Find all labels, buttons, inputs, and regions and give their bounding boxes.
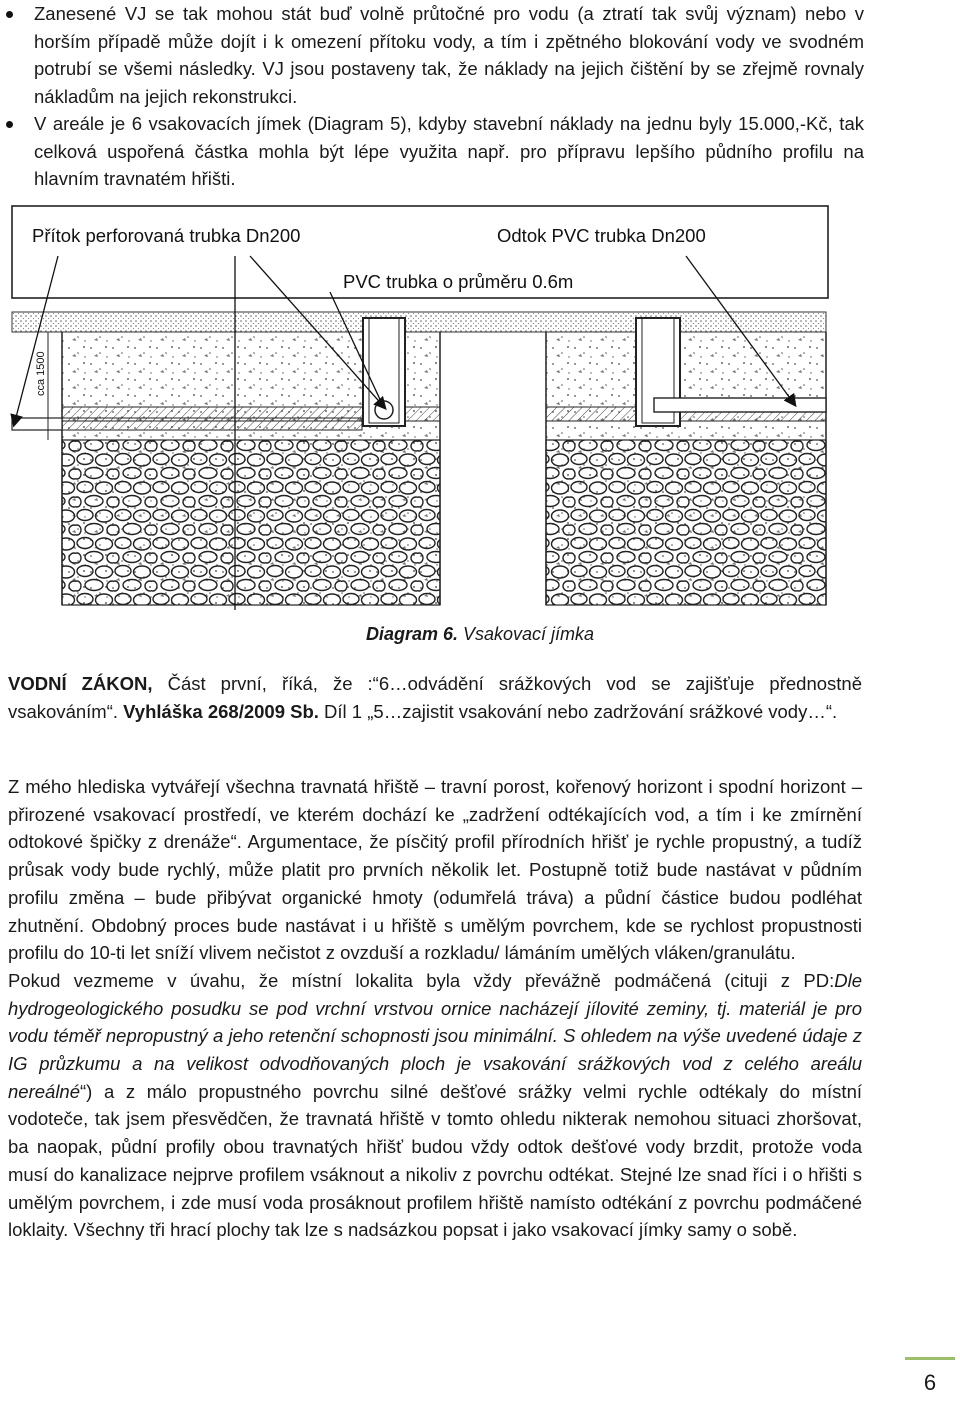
bullet-dot-icon xyxy=(6,121,13,128)
inflow-pipe xyxy=(12,418,62,430)
law-text-1: Část první, říká, že :“6…odvádění srážkových vod se zajišťuje přednostně vsakováním“. xyxy=(8,673,863,722)
main-text-3: “) a z málo propustného povrchu silné dešťové srážky velmi rychle odtékaly do místní vodoteče, tak jsem přesvědčen, že travnatá hřiště v tomto ohledu nikterak nemohou situaci zhoršovat, ba naopak, půdní profily obou travnatých hřišť budou vždy odtok dešťové vody brzdit, protože voda musí do kanalizace nejprve profilem vsáknout a nikoliv z povrchu odtékat. Stejné lze snad říci i o hřišti s umělým povrchem, i zde musí voda prosáknout profilem hřiště namísto odtékání z povrchu podmáčené loklaity. Všechny tři hrací plochy tak lze s nadsázkou popsat i jako vsakovací jímky samy o sobě. xyxy=(8,1080,862,1241)
main-text-2: Pokud vezmeme v úvahu, že místní lokalita byla vždy převážně podmáčená (cituji z PD: xyxy=(8,969,835,991)
bullet-text: Zanesené VJ se tak mohou stát buď volně průtočné pro vodu (a ztratí tak svůj význam) nebo v horším případě může dojít i k omezení přítoku vody, a tím i zpětného blokování vody ve svodném potrubí se všemi následky. VJ jsou postaveny tak, že náklady na jejich čištění by se zřejmě rovnaly nákladům na jejich rekonstrukci. xyxy=(34,3,864,107)
main-quote: Dle hydrogeologického posudku se pod vrchní vrstvou ornice nacházejí jílovité zeminy, tj. materiál je pro vodu téměř nepropustný a jeho retenční schopnosti jsou minimální. S ohledem na výše uvedené údaje z IG průzkumu a na velikost odvodňovaných ploch je vsakování srážkových vod z celého areálu nereálné xyxy=(8,969,862,1102)
pipe-label: PVC trubka o průměru 0.6m xyxy=(343,271,574,292)
law-text-2: Díl 1 „5…zajistit vsakování nebo zadržování srážkové vody…“. xyxy=(318,700,838,722)
law-bold-2: Vyhláška 268/2009 Sb. xyxy=(123,700,319,722)
depth-label: cca 1500 xyxy=(35,351,47,396)
page-number-box xyxy=(905,1357,955,1406)
bullet-dot-icon xyxy=(6,11,13,18)
main-paragraph xyxy=(8,773,862,1244)
bullet-item xyxy=(34,110,864,193)
page-number: 6 xyxy=(923,1370,937,1395)
law-bold-1: VODNÍ ZÁKON, xyxy=(8,673,153,694)
topsoil-layer xyxy=(12,312,826,332)
soakaway-diagram xyxy=(0,200,960,620)
diagram-caption xyxy=(0,624,960,645)
caption-title: Vsakovací jímka xyxy=(463,624,595,644)
outflow-pipe xyxy=(654,398,826,412)
bullet-item xyxy=(34,0,864,110)
stone-fill-left xyxy=(62,440,440,605)
stone-fill-right xyxy=(546,440,826,605)
bullet-text: V areále je 6 vsakovacích jímek (Diagram 5), kdyby stavební náklady na jednu byly 15.000,-Kč, tak celková uspořená částka mohla být lépe využita např. pro přípravu lepšího půdního profilu na hlavním travnatém hřišti. xyxy=(34,113,864,189)
perforated-pipe xyxy=(62,418,362,430)
soakaway-drawing xyxy=(0,200,960,620)
inflow-label: Přítok perforovaná trubka Dn200 xyxy=(32,225,301,246)
main-text-1: Z mého hlediska vytvářejí všechna travnatá hřiště – travní porost, kořenový horizont i spodní horizont – přirozené vsakovací prostředí, ve kterém dochází ke „zadržení odtékajících vod, a tím i ke zmírnění odtokové špičky z drenáže“. Argumentace, že písčitý profil přírodních hřišť je rychle propustný, a tudíž průsak vody bude rychlý, může platit pro prvních několik let. Postupně totiž bude nastávat v půdním profilu změna – bude přibývat organické hmoty (odumřelá tráva) a půdní částice budou podléhat zhutnění. Obdobný proces bude nastávat i u hřiště s umělým povrchem, kde se rychlost propustnosti profilu do 10-ti let sníží vlivem nečistot z ovzduší a rozkladu/ lámáním umělých vláken/granulátu. xyxy=(8,776,862,964)
caption-number: Diagram 6. xyxy=(365,624,458,644)
law-paragraph xyxy=(8,670,862,725)
outflow-label: Odtok PVC trubka Dn200 xyxy=(497,225,706,246)
